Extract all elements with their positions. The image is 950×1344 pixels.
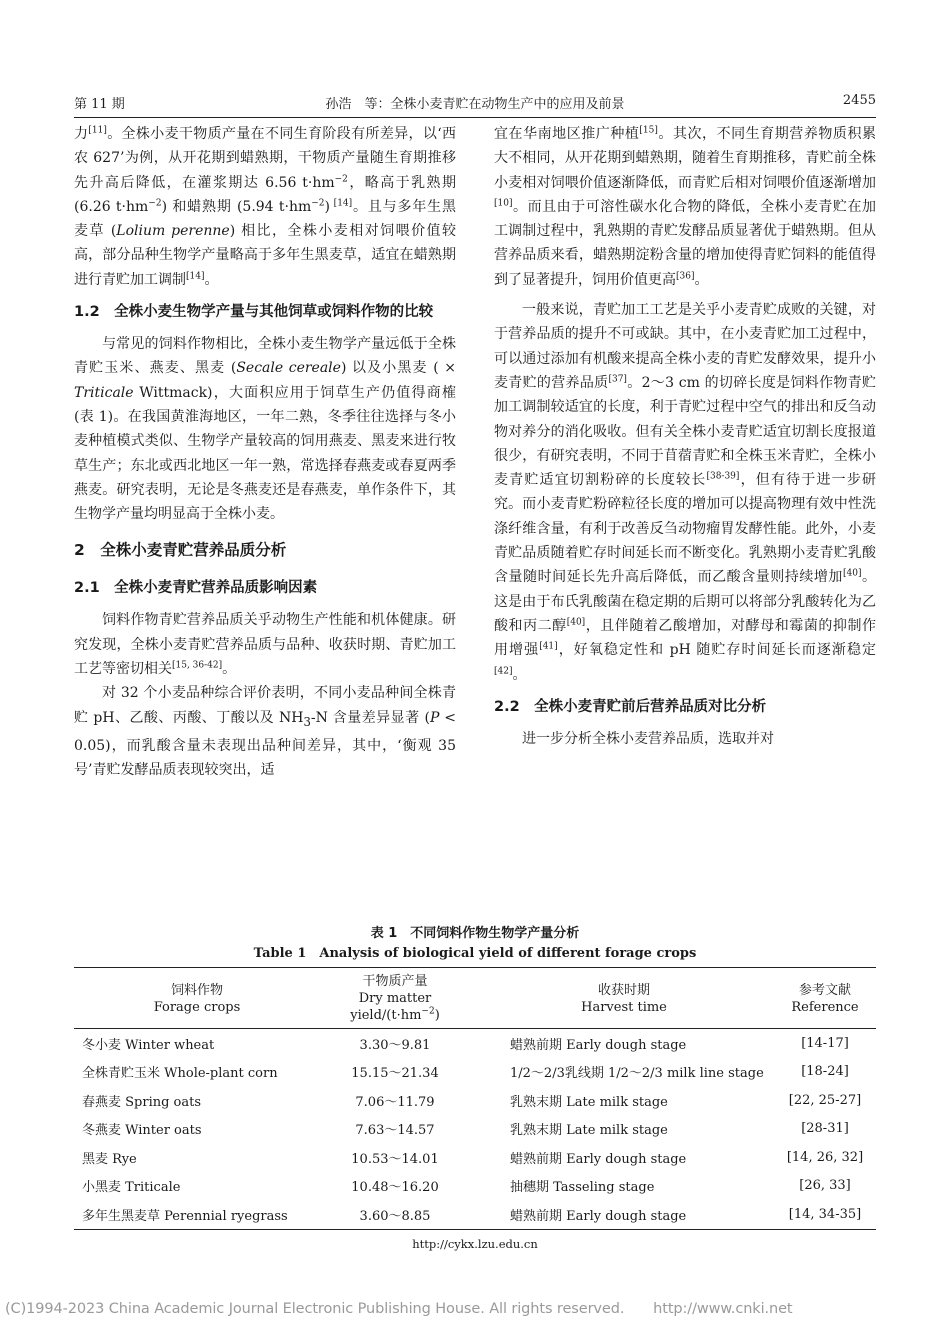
table-row <box>74 1172 876 1201</box>
crop-cell: 冬燕麦 Winter oats <box>82 1123 202 1139</box>
citation: [36] <box>676 271 695 282</box>
yield-cell: 10.53～14.01 <box>351 1151 439 1167</box>
running-title: 孙浩 等：全株小麦青贮在动物生产中的应用及前景 <box>325 97 625 112</box>
yield-cell: 7.06～11.79 <box>355 1094 435 1110</box>
section-heading-1-2: 1.2 全株小麦生物学产量与其他饲草或饲料作物的比较 <box>74 304 434 321</box>
harvest-cell: 抽穗期 Tasseling stage <box>510 1180 655 1196</box>
yield-cell: 7.63～14.57 <box>355 1123 435 1139</box>
citation: [41] <box>539 641 558 652</box>
running-header <box>74 93 876 115</box>
yield-cell: 3.60～8.85 <box>316 1200 474 1229</box>
yield-cell: 15.15～21.34 <box>351 1066 439 1082</box>
citation: [14] <box>186 271 205 282</box>
journal-url: http://cykx.lzu.edu.cn <box>412 1237 538 1251</box>
paragraph: 饲料作物青贮营养品质关乎动物生产性能和机体健康。研究发现，全株小麦青贮营养品质与品种、收获时期、青贮加工工艺等密切相关[15, 36-42]。 <box>74 612 456 678</box>
crop-cell: 春燕麦 Spring oats <box>82 1094 202 1110</box>
table-row <box>74 1143 876 1172</box>
reference-cell: [14, 34-35] <box>774 1200 876 1229</box>
harvest-cell: 乳熟末期 Late milk stage <box>510 1094 668 1110</box>
paragraph: 一般来说，青贮加工工艺是关乎小麦青贮成败的关键，对于营养品质的提升不可或缺。其中，在小麦青贮加工过程中，可以通过添加有机酸来提高全株小麦的青贮发酵效果，提升小麦青贮的营养品质[37]。2～3 cm 的切碎长度是饲料作物青贮加工调制较适宜的长度，利于青贮过程中空气的排出和反刍动物对养分的消化吸收。但有关全株小麦青贮适宜切割长度报道很少，有研究表明，不同于苜蓿青贮和全株玉米青贮，全株小麦青贮适宜切割粉碎的长度较长[38-39]，但有待于进一步研究。而小麦青贮粉碎粒径长度的增加可以提高物理有效中性洗涤纤维含量，有利于改善反刍动物瘤胃发酵性能。此外，小麦青贮品质随着贮存时间延长而不断变化。乳熟期小麦青贮乳酸含量随时间延长先升高后降低，而乙酸含量则持续增加[40]。这是由于布氏乳酸菌在稳定期的后期可以将部分乳酸转化为乙酸和丙二醇[40]，且伴随着乙酸增加，对酵母和霉菌的抑制作用增强[41]，好氧稳定性和 pH 随贮存时间延长而逐渐稳定[42]。 <box>494 302 877 683</box>
harvest-cell: 蜡熟前期 Early dough stage <box>510 1037 687 1053</box>
table-row <box>74 1200 876 1229</box>
reference-cell: [26, 33] <box>799 1178 851 1194</box>
harvest-cell: 蜡熟前期 Early dough stage <box>510 1151 687 1167</box>
page-number: 2455 <box>842 93 876 108</box>
table-title-cn: 表 1 不同饲料作物生物学产量分析 <box>370 926 580 941</box>
yield-cell: 10.48～16.20 <box>351 1180 439 1196</box>
table-row <box>74 1058 876 1087</box>
table-title-en: Table 1 Analysis of biological yield of different forage crops <box>253 946 697 961</box>
header-rule <box>74 117 876 118</box>
harvest-cell: 乳熟末期 Late milk stage <box>510 1123 668 1139</box>
forage-yield-table <box>74 967 876 1230</box>
reference-cell: [28-31] <box>801 1121 849 1137</box>
citation: [14] <box>329 198 353 209</box>
crop-cell: 全株青贮玉米 Whole-plant corn <box>82 1066 278 1082</box>
header-reference: 参考文献 Reference <box>774 968 876 1029</box>
section-heading-2-1: 2.1 全株小麦青贮营养品质影响因素 <box>74 580 318 597</box>
table-row <box>74 1086 876 1115</box>
citation: [15, 36-42] <box>172 660 223 671</box>
reference-cell: [18-24] <box>801 1064 849 1080</box>
citation: [15] <box>639 125 658 136</box>
paragraph: 进一步分析全株小麦营养品质，选取并对 <box>522 730 774 747</box>
paragraph: 与常见的饲料作物相比，全株小麦生物学产量远低于全株青贮玉米、燕麦、黑麦 (Secale cereale) 以及小黑麦 ( × Triticale Wittmack)，大面积应用于饲草生产仍值得商榷 (表 1)。在我国黄淮海地区，一年二熟，冬季往往选择与冬小麦种植模式类似、生物学产量较高的饲用燕麦、黑麦来进行牧草生产；东北或西北地区一年一熟，常选择春燕麦或春夏两季燕麦。研究表明，无论是冬燕麦还是春燕麦，单作条件下，其生物学产量均明显高于全株小麦。 <box>74 336 456 523</box>
reference-cell: [22, 25-27] <box>788 1092 862 1108</box>
citation: [11] <box>88 125 107 136</box>
crop-cell: 小黑麦 Triticale <box>82 1180 181 1196</box>
reference-cell: [14, 26, 32] <box>786 1149 864 1165</box>
header-yield: 干物质产量 Dry matter yield/$(t\cdot hm^{-2})$ <box>316 968 474 1029</box>
harvest-cell: 1/2～2/3乳线期 1/2～2/3 milk line stage <box>510 1066 764 1082</box>
crop-cell: 黑麦 Rye <box>82 1151 137 1167</box>
section-heading-2-2: 2.2 全株小麦青贮前后营养品质对比分析 <box>494 698 767 715</box>
citation: [10] <box>494 198 513 209</box>
paragraph: 对 32 个小麦品种综合评价表明，不同小麦品种间全株青贮 pH、乙酸、丙酸、丁酸以及 $NH_3-N$ 含量差异显著 (P < 0.05)，而乳酸含量未表现出品种间差异，其中，‘衡观 35 号’青贮发酵品质表现较突出，适 <box>74 685 457 779</box>
citation: [40] <box>842 568 862 579</box>
header-crop: 饲料作物 Forage crops <box>74 968 316 1029</box>
citation: [42] <box>494 665 513 676</box>
citation: [40] <box>566 617 586 628</box>
table-row <box>74 1029 876 1058</box>
paragraph: 力[11]。全株小麦干物质产量在不同生育阶段有所差异，以‘西农 627’为例，从开花期到蜡熟期，干物质产量随生育期推移先升高后降低，在灌浆期达 6.56 $t\cdot hm^{-2}$，略高于乳熟期 (6.26 $t\cdot hm^{-2}$) 和蜡熟期 (5.94 $t\cdot hm^{-2}$) [14]。且与多年生黑麦草 (Lolium perenne) 相比，全株小麦相对饲喂价值较高，部分品种生物学产量略高于多年生黑麦草，适宜在蜡熟期进行青贮加工调制[14]。 <box>74 125 457 288</box>
copyright-watermark: (C)1994-2023 China Academic Journal Electronic Publishing House. All rights reserved. http://www.cnki.net <box>5 1301 793 1317</box>
reference-cell: [14-17] <box>801 1035 849 1051</box>
paragraph: 宜在华南地区推广种植[15]。其次，不同生育期营养物质积累大不相同，从开花期到蜡熟期，随着生育期推移，青贮前全株小麦相对饲喂价值逐渐降低，而青贮后相对饲喂价值逐渐增加[10]。而且由于可溶性碳水化合物的降低，全株小麦青贮在加工调制过程中，乳熟期的青贮发酵品质显著优于蜡熟期。但从营养品质来看，蜡熟期淀粉含量的增加使得青贮饲料的能值得到了显著提升，饲用价值更高[36]。 <box>494 125 876 288</box>
citation: [38-39] <box>706 471 740 482</box>
yield-cell: 3.30～9.81 <box>359 1037 431 1053</box>
left-column <box>74 122 456 782</box>
crop-cell: 冬小麦 Winter wheat <box>82 1037 215 1053</box>
issue-label: 第 11 期 <box>74 97 125 112</box>
table-header-row <box>74 968 876 1029</box>
header-harvest: 收获时期 Harvest time <box>474 968 774 1029</box>
crop-cell: 多年生黑麦草 Perennial ryegrass <box>74 1200 316 1229</box>
table-row <box>74 1115 876 1144</box>
harvest-cell: 蜡熟前期 Early dough stage <box>474 1200 774 1229</box>
right-column <box>494 122 876 751</box>
citation: [37] <box>608 374 627 385</box>
section-heading-2: 2 全株小麦青贮营养品质分析 <box>74 541 287 560</box>
